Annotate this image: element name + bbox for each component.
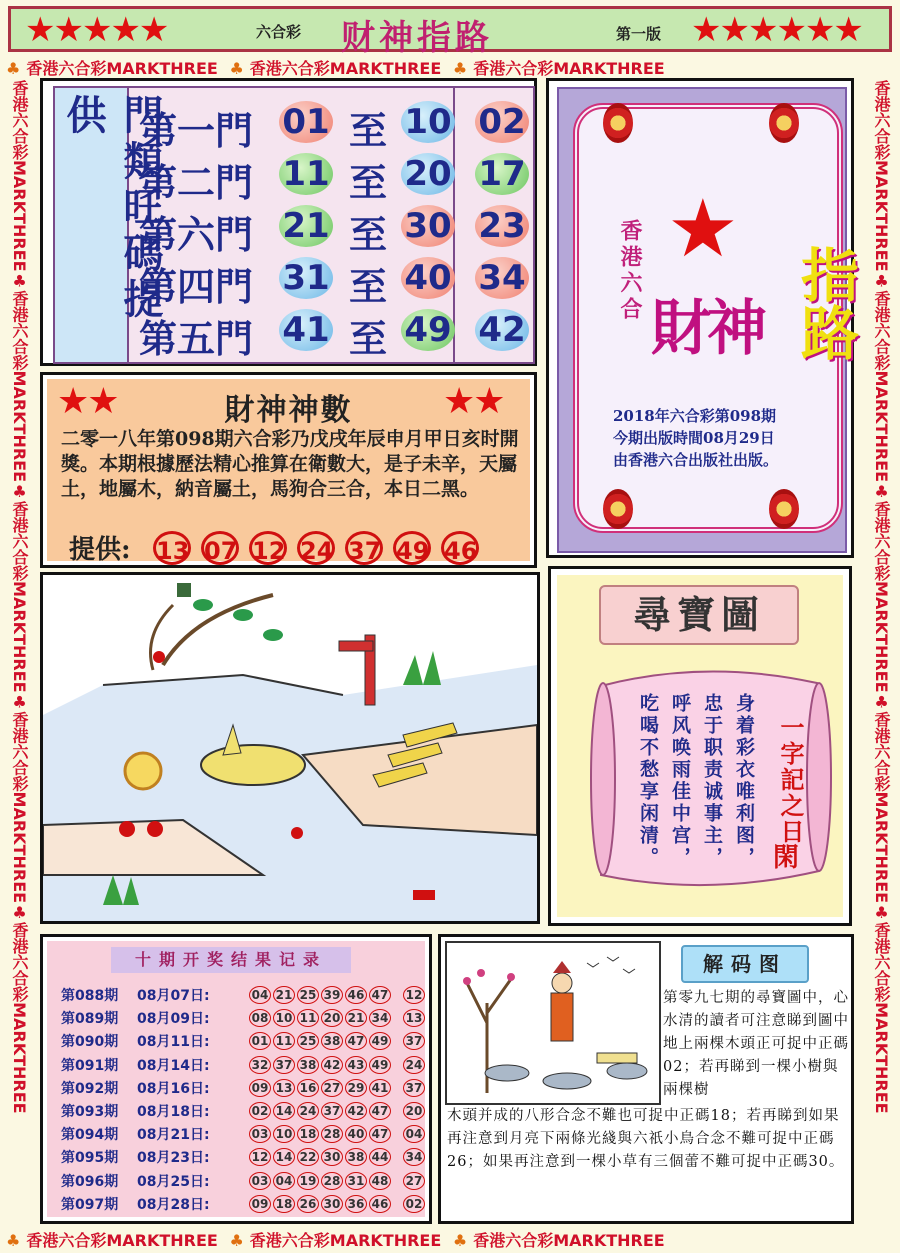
record-period: 第096期: [61, 1173, 119, 1190]
record-number-ball: 02: [249, 1102, 271, 1120]
tag-shape: [177, 583, 191, 597]
door-label: 第二門: [139, 160, 254, 205]
record-number-ball: 47: [369, 986, 391, 1004]
record-row: [61, 1192, 427, 1216]
poster-zhi-lu: 指路: [791, 245, 859, 361]
record-number-ball: 31: [345, 1172, 367, 1190]
door-label: 第六門: [139, 212, 254, 257]
door-to-ball: 10: [401, 101, 455, 143]
door-to-word: 至: [349, 108, 388, 153]
door-from-ball: 11: [279, 153, 333, 195]
record-number-ball: 49: [369, 1032, 391, 1050]
door-from-ball: 41: [279, 309, 333, 351]
door-row: [139, 98, 539, 153]
record-number-ball: 18: [297, 1125, 319, 1143]
leaf-shape: [263, 629, 283, 641]
decode-picture: [445, 941, 661, 1105]
poster-frame: [573, 103, 859, 533]
door-from-ball: 21: [279, 205, 333, 247]
strip-text: 香港六合彩MARKTHREE: [473, 59, 665, 78]
door-to-ball: 30: [401, 205, 455, 247]
record-date: 08月09日:: [137, 1011, 210, 1028]
record-number-ball: 37: [273, 1056, 295, 1074]
fortune-numbers-text: 二零一八年第098期六合彩乃戊戌年辰申月甲日亥时開獎。本期根據歷法精心推算在衛數大，是子未辛，天屬土，地屬木，納音屬土，馬狗合三合，本日二黑。: [61, 428, 519, 500]
record-row: [61, 1169, 427, 1193]
record-number-ball: 28: [321, 1125, 343, 1143]
door-pick-ball: 42: [475, 309, 529, 351]
fruit-shape: [291, 827, 303, 839]
strip-text: 香港六合彩MARKTHREE♣香港六合彩MARKTHREE♣香港六合彩MARKTHREE♣香港六合彩MARKTHREE♣香港六合彩MARKTHREE: [10, 80, 29, 1114]
record-row: [61, 1076, 427, 1100]
record-period: 第091期: [61, 1057, 119, 1074]
record-number-ball: 25: [297, 1032, 319, 1050]
record-number-ball: 32: [249, 1056, 271, 1074]
record-row: [61, 1145, 427, 1169]
record-number-ball: 18: [273, 1195, 295, 1213]
fruit-shape: [119, 821, 135, 837]
poster-publisher: 由香港六合出版社出版。: [613, 451, 779, 469]
door-pick-ball: 02: [475, 101, 529, 143]
riddle-answer: 閑: [773, 843, 800, 873]
record-number-ball: 38: [297, 1056, 319, 1074]
record-number-ball: 24: [297, 1102, 319, 1120]
leaf-shape: [193, 599, 213, 611]
record-number-ball: 21: [273, 986, 295, 1004]
clover-icon: ♣: [229, 59, 244, 78]
record-date: 08月18日:: [137, 1104, 210, 1120]
coin-icon: [603, 489, 633, 529]
record-period: 第094期: [61, 1127, 119, 1144]
door-from-ball: 31: [279, 257, 333, 299]
cover-poster: [546, 78, 859, 558]
leaf-shape: [233, 609, 253, 621]
record-number-ball: 43: [345, 1056, 367, 1074]
decode-text-right: 第零九七期的尋寶圖中，心水清的讀者可注意睇到圖中地上兩棵木頭正可捉中正碼02；若再睇到一棵小樹與兩棵樹: [663, 990, 849, 1098]
door-row: [139, 202, 539, 257]
decode-text-bottom: 木頭并成的八形合念不難也可捉中正碼18；若再睇到如果再注意到月亮下兩條光綫與六祇小鳥合念不難可捉中正碼26；如果再注意到一棵小草有三個蕾不難可捉中正碼30。: [447, 1108, 845, 1170]
record-number-ball: 13: [273, 1079, 295, 1097]
record-number-ball: 34: [369, 1009, 391, 1027]
person-shape: [551, 993, 573, 1041]
poem-column: 忠于职责诚事主，: [701, 693, 723, 869]
record-number-ball: 22: [297, 1148, 319, 1166]
cartoon-illustration: [43, 575, 537, 921]
star-icon: ★: [667, 182, 739, 275]
door-pick-ball: 34: [475, 257, 529, 299]
record-number-ball: 10: [273, 1125, 295, 1143]
poster-side-text: 香港六合: [617, 219, 643, 323]
record-number-ball: 44: [369, 1148, 391, 1166]
treasure-cartoon: [40, 572, 540, 924]
record-number-ball: 27: [321, 1079, 343, 1097]
poster-date: 今期出版時間08月29日: [613, 429, 775, 447]
door-row: [139, 150, 539, 205]
record-period: 第095期: [61, 1150, 119, 1167]
fortune-numbers-box: [47, 379, 530, 565]
poster-cai-shen: 財神: [651, 294, 763, 364]
strip-text: 香港六合彩MARKTHREE: [473, 1231, 665, 1250]
spider-shape: [153, 651, 165, 663]
record-number-ball: 38: [345, 1148, 367, 1166]
record-row: [61, 1099, 427, 1123]
left-strip: [8, 80, 30, 1220]
record-special-ball: 34: [403, 1148, 425, 1166]
record-number-ball: 47: [345, 1032, 367, 1050]
door-to-ball: 40: [401, 257, 455, 299]
record-number-ball: 09: [249, 1079, 271, 1097]
poem-column: 吃喝不愁享闲清。: [637, 693, 659, 869]
door-side-title: 門類旺碼提供: [60, 94, 164, 324]
record-number-ball: 09: [249, 1195, 271, 1213]
door-side-title-cell: [55, 88, 164, 362]
number-ball: 13: [153, 531, 191, 565]
fortune-numbers-title: 財神神數: [224, 393, 353, 428]
record-number-ball: 40: [345, 1125, 367, 1143]
door-label: 第一門: [139, 108, 254, 153]
number-ball: 07: [201, 531, 239, 565]
right-strip: [870, 80, 892, 1220]
banner-title: 财神指路: [341, 18, 493, 58]
door-label: 第四門: [139, 264, 254, 309]
riddle-hint: 一字記之日: [776, 715, 805, 845]
strip-text: 香港六合彩MARKTHREE: [249, 1231, 442, 1250]
poster-background: [557, 87, 859, 553]
record-special-ball: 04: [403, 1125, 425, 1143]
moon-shape: [125, 753, 161, 789]
number-ball: 12: [249, 531, 287, 565]
record-number-ball: 46: [345, 986, 367, 1004]
decode-illustration: [447, 943, 655, 1099]
rabbit-shape: [201, 745, 305, 785]
door-label: 第五門: [139, 316, 254, 361]
treasure-map-panel: [548, 566, 852, 926]
clover-icon: ♣: [6, 59, 21, 78]
poem-column: 呼风唤雨佳中宫，: [669, 693, 691, 869]
wood-shape: [413, 890, 435, 900]
number-ball: 37: [345, 531, 383, 565]
record-row: [61, 983, 427, 1007]
record-number-ball: 01: [249, 1032, 271, 1050]
coin-icon: [603, 103, 633, 143]
door-to-word: 至: [349, 316, 388, 361]
title-stars-left: ★★: [57, 381, 118, 422]
record-number-ball: 10: [273, 1009, 295, 1027]
bottom-strip: [0, 1228, 900, 1250]
record-number-ball: 08: [249, 1009, 271, 1027]
scroll-box: [587, 665, 833, 905]
record-number-ball: 04: [273, 1172, 295, 1190]
clover-icon: ♣: [6, 1231, 21, 1250]
door-pick-ball: 23: [475, 205, 529, 247]
fortune-numbers-panel: [40, 372, 537, 568]
record-number-ball: 36: [345, 1195, 367, 1213]
door-from-ball: 01: [279, 101, 333, 143]
decode-panel: [438, 934, 854, 1224]
record-number-ball: 25: [297, 986, 319, 1004]
door-to-ball: 49: [401, 309, 455, 351]
record-period: 第097期: [61, 1196, 119, 1213]
provide-label: 提供:: [69, 535, 131, 565]
poem-column: 身着彩衣唯利图，: [733, 693, 755, 869]
top-strip: [0, 56, 900, 78]
record-number-ball: 47: [369, 1102, 391, 1120]
record-date: 08月16日:: [137, 1080, 210, 1097]
draw-records-box: [47, 941, 425, 1217]
record-row: [61, 1053, 427, 1077]
door-to-ball: 20: [401, 153, 455, 195]
record-number-ball: 42: [321, 1056, 343, 1074]
record-period: 第090期: [61, 1034, 119, 1051]
fruit-shape: [147, 821, 163, 837]
door-to-word: 至: [349, 264, 388, 309]
record-number-ball: 37: [321, 1102, 343, 1120]
decode-title: 解码图: [681, 945, 809, 983]
record-number-ball: 03: [249, 1172, 271, 1190]
record-date: 08月14日:: [137, 1057, 210, 1074]
number-ball: 46: [441, 531, 479, 565]
door-pick-ball: 17: [475, 153, 529, 195]
treasure-map-box: [557, 575, 843, 917]
record-special-ball: 02: [403, 1195, 425, 1213]
record-number-ball: 11: [273, 1032, 295, 1050]
record-number-ball: 21: [345, 1009, 367, 1027]
record-number-ball: 42: [345, 1102, 367, 1120]
record-special-ball: 24: [403, 1056, 425, 1074]
record-date: 08月11日:: [137, 1034, 210, 1051]
record-number-ball: 11: [297, 1009, 319, 1027]
number-ball: 49: [393, 531, 431, 565]
strip-text: 香港六合彩MARKTHREE♣香港六合彩MARKTHREE♣香港六合彩MARKTHREE♣香港六合彩MARKTHREE♣香港六合彩MARKTHREE: [872, 80, 891, 1114]
record-number-ball: 49: [369, 1056, 391, 1074]
record-period: 第089期: [61, 1011, 119, 1028]
coin-icon: [769, 489, 799, 529]
record-number-ball: 28: [321, 1172, 343, 1190]
record-row: [61, 1006, 427, 1030]
banner-stars-left: ★★★★★: [25, 10, 168, 50]
record-row: [61, 1122, 427, 1146]
door-to-word: 至: [349, 160, 388, 205]
record-number-ball: 38: [321, 1032, 343, 1050]
record-number-ball: 30: [321, 1148, 343, 1166]
clover-icon: ♣: [452, 59, 468, 78]
record-number-ball: 47: [369, 1125, 391, 1143]
banner-edition: 第一版: [616, 25, 662, 43]
record-date: 08月21日:: [137, 1127, 210, 1144]
top-banner: [8, 6, 892, 58]
record-special-ball: 37: [403, 1032, 425, 1050]
record-date: 08月25日:: [137, 1173, 210, 1190]
record-date: 08月23日:: [137, 1150, 210, 1167]
record-number-ball: 12: [249, 1148, 271, 1166]
title-stars-right: ★★: [443, 381, 504, 422]
clover-icon: ♣: [452, 1231, 468, 1250]
record-period: 第092期: [61, 1080, 119, 1097]
banner-stars-right: ★★★★★★: [691, 10, 862, 50]
record-number-ball: 48: [369, 1172, 391, 1190]
record-date: 08月07日:: [137, 988, 210, 1004]
coin-icon: [769, 103, 799, 143]
door-to-word: 至: [349, 212, 388, 257]
banner-lottery-label: 六合彩: [256, 23, 302, 41]
treasure-map-title: 尋寶圖: [599, 585, 799, 645]
record-number-ball: 39: [321, 986, 343, 1004]
door-table: [53, 86, 535, 364]
record-special-ball: 13: [403, 1009, 425, 1027]
record-number-ball: 19: [297, 1172, 319, 1190]
record-special-ball: 12: [403, 986, 425, 1004]
record-special-ball: 20: [403, 1102, 425, 1120]
record-number-ball: 46: [369, 1195, 391, 1213]
record-number-ball: 26: [297, 1195, 319, 1213]
record-period: 第088期: [61, 988, 119, 1004]
record-number-ball: 14: [273, 1148, 295, 1166]
record-row: [61, 1029, 427, 1053]
strip-text: 香港六合彩MARKTHREE: [26, 59, 218, 78]
door-row: [139, 306, 539, 361]
strip-text: 香港六合彩MARKTHREE: [249, 59, 442, 78]
record-number-ball: 29: [345, 1079, 367, 1097]
draw-records-title: 十期开奖结果记录: [111, 947, 351, 973]
record-number-ball: 41: [369, 1079, 391, 1097]
draw-records-panel: [40, 934, 432, 1224]
clover-icon: ♣: [229, 1231, 244, 1250]
record-date: 08月28日:: [137, 1196, 210, 1213]
record-special-ball: 27: [403, 1172, 425, 1190]
number-ball: 24: [297, 531, 335, 565]
record-number-ball: 03: [249, 1125, 271, 1143]
record-special-ball: 37: [403, 1079, 425, 1097]
record-period: 第093期: [61, 1104, 119, 1120]
record-number-ball: 20: [321, 1009, 343, 1027]
strip-text: 香港六合彩MARKTHREE: [26, 1231, 218, 1250]
door-row: [139, 254, 539, 309]
record-number-ball: 14: [273, 1102, 295, 1120]
record-number-ball: 04: [249, 986, 271, 1004]
record-number-ball: 30: [321, 1195, 343, 1213]
poster-issue: 2018年六合彩第098期: [613, 407, 777, 425]
record-number-ball: 16: [297, 1079, 319, 1097]
door-table-panel: [40, 78, 537, 366]
